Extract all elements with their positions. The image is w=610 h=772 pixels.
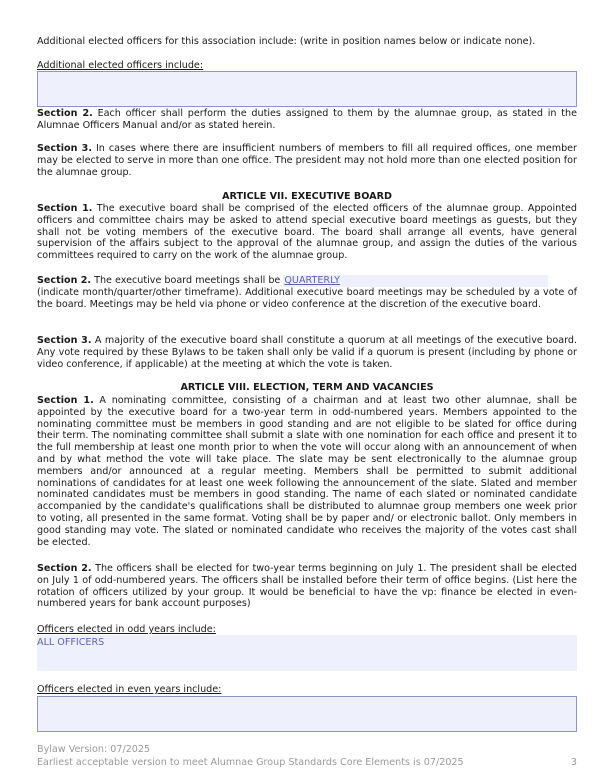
article-8-heading: ARTICLE VIII. ELECTION, TERM AND VACANCIES xyxy=(180,382,434,393)
art6-section-2 xyxy=(37,108,577,132)
additional-officers-field[interactable] xyxy=(37,71,577,107)
section-label: Section 2. xyxy=(37,275,92,286)
additional-officers-label: Additional elected officers include: xyxy=(37,60,204,71)
odd-years-label: Officers elected in odd years include: xyxy=(37,624,216,635)
art7-section-2 xyxy=(37,275,577,310)
page-number: 3 xyxy=(570,757,577,768)
article-7-heading: ARTICLE VII. EXECUTIVE BOARD xyxy=(222,191,392,202)
section-label: Section 1. xyxy=(37,395,94,406)
section-text: (indicate month/quarter/other timeframe). Additional executive board meetings may be scheduled by a vote of the board. Meetings may be held via phone or video conference at the discretion of the executive board. xyxy=(37,286,577,310)
section-text: A nominating committee, consisting of a chairman and at least two other alumnae, shall be appointed by the executive board for a two-year term in odd-numbered years. Members appointed to the nominating committee must be members in good standing and are not eligible to be slated for office during their term. The nominating committee shall submit a slate with one nomination for each office and present it to the full membership at least one month prior to when the vote will occur along with an announcement of when and by what method the vote will take place. The slate may be sent electronically to the alumnae group members and/or announced at a regular meeting. Members shall be permitted to submit additional nominations of candidates for at least one week following the announcement of the slate. Slated and member nominated candidates must be members in good standing. The name of each slated or nominated candidate accompanied by the candidate's qualifications shall be distributed to alumnae group members one week prior to voting, all presented in the same format. Voting shall be by paper and/ or electronic ballot. Only members in good standing may vote. The slated or nominated candidate who receives the majority of the votes cast shall be elected. xyxy=(37,395,577,548)
art7-section-3 xyxy=(37,335,577,370)
art7-section-1 xyxy=(37,203,577,262)
additional-officers-intro: Additional elected officers for this association include: (write in position names below or indicate none). xyxy=(37,36,536,47)
section-text: In cases where there are insufficient numbers of members to fill all required offices, one member may be elected to serve in more than one office. The president may not hold more than one elected position for the alumnae group. xyxy=(37,143,578,178)
section-label: Section 3. xyxy=(37,335,92,346)
section-label: Section 2. xyxy=(37,563,92,574)
section-text: The officers shall be elected for two-year terms beginning on July 1. The president shall be elected on July 1 of odd-numbered years. The officers shall be installed before their term of office begins. (List here the rotation of officers utilized by your group. It would be beneficial to have the vp: finance be elected in even-numbered years for bank account purposes) xyxy=(37,563,577,610)
even-years-label: Officers elected in even years include: xyxy=(37,684,222,695)
section-text: The executive board meetings shall be xyxy=(91,275,284,286)
section-label: Section 3. xyxy=(37,143,92,154)
art8-section-1 xyxy=(37,395,577,548)
section-text: Each officer shall perform the duties assigned to them by the alumnae group, as stated in the Alumnae Officers Manual and/or as stated herein. xyxy=(37,108,577,131)
footer-version: Bylaw Version: 07/2025 xyxy=(37,744,151,755)
art8-section-2 xyxy=(37,563,577,610)
odd-years-field[interactable]: ALL OFFICERS xyxy=(37,635,577,671)
even-years-field[interactable] xyxy=(37,696,577,732)
section-label: Section 2. xyxy=(37,108,93,119)
section-text: A majority of the executive board shall constitute a quorum at all meetings of the executive board. Any vote required by these Bylaws to be taken shall only be valid if a quorum is present (including by phone or video conference, if applicable) at the meeting at which the vote is taken. xyxy=(37,335,578,370)
meeting-frequency-field[interactable]: QUARTERLY xyxy=(283,275,548,287)
art6-section-3 xyxy=(37,143,577,178)
footer-earliest-version: Earliest acceptable version to meet Alumnae Group Standards Core Elements is 07/2025 xyxy=(37,757,464,768)
section-label: Section 1. xyxy=(37,203,93,214)
section-text: The executive board shall be comprised of the elected officers of the alumnae group. Appointed officers and committee chairs may be asked to attend special executive board meetings as guests, but they shall not be voting members of the executive board. The board shall arrange all events, have general supervision of the affairs subject to the approval of the alumnae group, and assign the duties of the various committees required to carry on the work of the alumnae group. xyxy=(37,203,578,262)
